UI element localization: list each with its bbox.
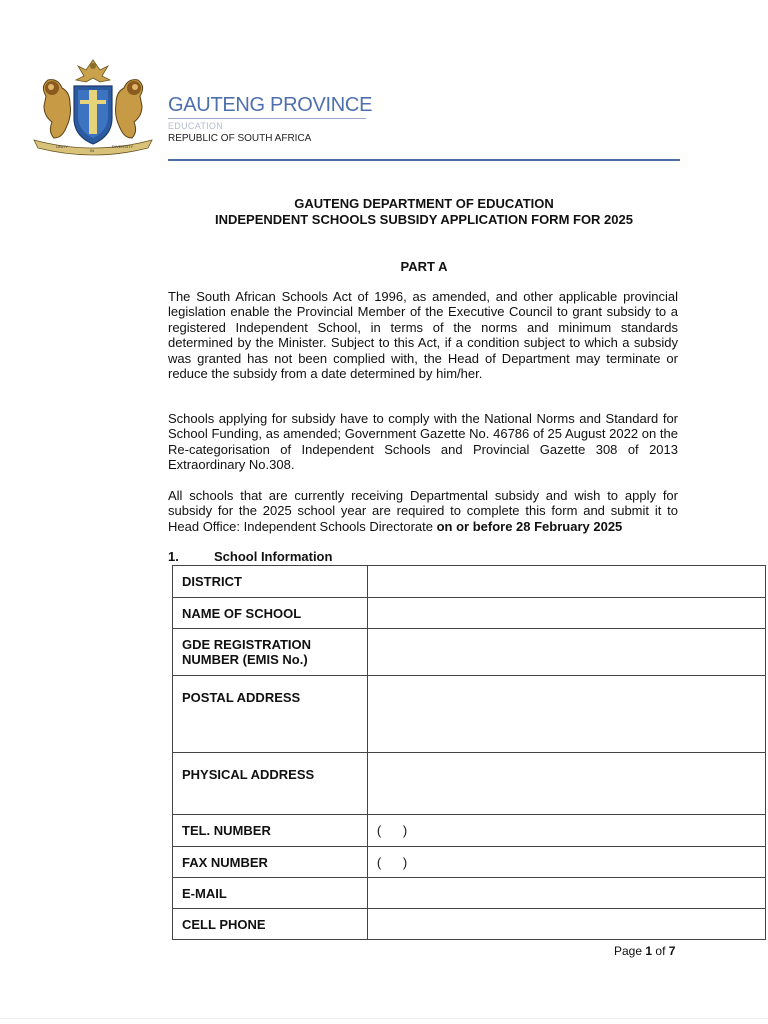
letterhead-brand [168, 94, 372, 145]
row-label-tel-number: TEL. NUMBER [173, 815, 368, 847]
row-label-cell-phone: CELL PHONE [173, 909, 368, 940]
paragraph-schools-act: The South African Schools Act of 1996, as amended, and other applicable provincial legislation enable the Provincial Member of the Executive Council to grant subsidy to a registered Independent School, in terms of the norms and minimum standards determined by the Minister. Subject to this Act, if a condition subject to which a subsidy was granted has not been complied with, the Head of Department may terminate or reduce the subsidy from a date determined by him/her. [168, 289, 678, 382]
document-title-line1: GAUTENG DEPARTMENT OF EDUCATION [294, 196, 554, 211]
section-heading [168, 549, 332, 564]
header-rule [168, 159, 680, 161]
crest-motto-middle: IN [90, 148, 94, 153]
table-row [173, 629, 766, 676]
section-number: 1. [168, 549, 179, 564]
paragraph-submission [168, 488, 678, 534]
row-label-fax-number: FAX NUMBER [173, 847, 368, 878]
section-title: School Information [214, 549, 333, 564]
brand-department: EDUCATION [168, 121, 224, 131]
page-current: 1 [645, 944, 653, 958]
crest-motto-left: UNITY [56, 144, 68, 149]
table-row [173, 909, 766, 940]
tel-number-field[interactable]: ( ) [367, 815, 765, 847]
brand-title: GAUTENG PROVINCE [168, 94, 373, 116]
part-heading: PART A [400, 259, 448, 274]
row-label-email: E-MAIL [173, 878, 368, 909]
district-field[interactable] [367, 566, 765, 598]
page-number [614, 944, 675, 958]
table-row [173, 676, 766, 753]
postal-address-field[interactable] [367, 676, 765, 753]
paragraph-norms: Schools applying for subsidy have to comply with the National Norms and Standard for School Funding, as amended; Government Gazette No. 46786 of 25 August 2022 on the Re-categorisation of Independent Schools and Provincial Gazette 308 of 2013 Extraordinary No.308. [168, 411, 678, 473]
brand-divider [168, 118, 366, 119]
fax-number-field[interactable]: ( ) [367, 847, 765, 878]
table-row [173, 598, 766, 629]
row-label-district: DISTRICT [173, 566, 368, 598]
cell-phone-field[interactable] [367, 909, 765, 940]
table-row [173, 566, 766, 598]
document-title-line2: INDEPENDENT SCHOOLS SUBSIDY APPLICATION FORM FOR 2025 [215, 212, 633, 227]
scan-edge [0, 1018, 768, 1019]
physical-address-field[interactable] [367, 753, 765, 815]
table-row [173, 847, 766, 878]
row-label-postal-address: POSTAL ADDRESS [173, 676, 368, 753]
table-row [173, 878, 766, 909]
brand-country: REPUBLIC OF SOUTH AFRICA [168, 133, 312, 144]
coat-of-arms-icon [26, 56, 160, 156]
row-label-registration-number: GDE REGISTRATION NUMBER (EMIS No.) [173, 629, 368, 676]
row-label-physical-address: PHYSICAL ADDRESS [173, 753, 368, 815]
school-information-table [172, 565, 766, 940]
email-field[interactable] [367, 878, 765, 909]
page-word: Page [614, 944, 643, 958]
submission-deadline: on or before 28 February 2025 [436, 518, 623, 534]
table-row [173, 753, 766, 815]
page-total: 7 [668, 944, 676, 958]
paragraph-submission-text: All schools that are currently receiving Departmental subsidy and wish to apply for subsidy for the 2025 school year are required to complete this form and submit it to Head Office: Independent Schools Directorate [168, 488, 678, 534]
of-word: of [655, 944, 666, 958]
registration-number-field[interactable] [367, 629, 765, 676]
school-name-field[interactable] [367, 598, 765, 629]
table-row [173, 815, 766, 847]
row-label-school-name: NAME OF SCHOOL [173, 598, 368, 629]
crest-motto-right: DIVERSITY [112, 144, 134, 149]
